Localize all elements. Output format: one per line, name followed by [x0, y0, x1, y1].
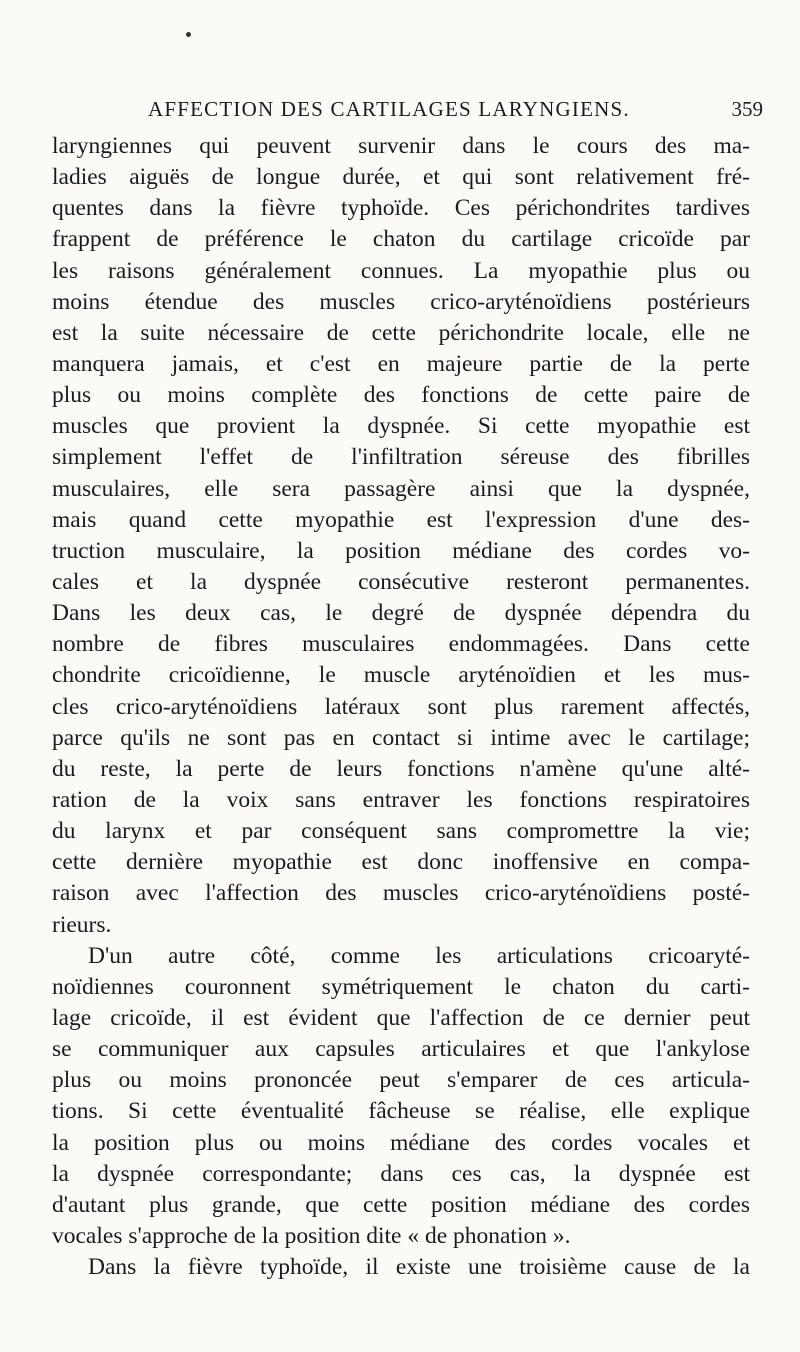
- text-line: plus ou moins complète des fonctions de cette paire de: [52, 382, 750, 409]
- text-line: musculaires, elle sera passagère ainsi que la dyspnée,: [52, 475, 750, 502]
- text-line: D'un autre côté, comme les articulations cricoaryté-: [88, 942, 750, 969]
- text-line: muscles que provient la dyspnée. Si cette myopathie est: [52, 413, 750, 440]
- text-line: tions. Si cette éventualité fâcheuse se réalise, elle explique: [52, 1098, 750, 1125]
- text-line: cles crico-aryténoïdiens latéraux sont plus rarement affectés,: [52, 693, 750, 720]
- running-head: [52, 94, 765, 124]
- paragraph: [52, 941, 750, 1252]
- text-line: mais quand cette myopathie est l'expression d'une des-: [52, 506, 750, 533]
- text-line: ration de la voix sans entraver les fonctions respiratoires: [52, 786, 750, 813]
- text-line: quentes dans la fièvre typhoïde. Ces périchondrites tardives: [52, 195, 750, 222]
- paragraph: [52, 131, 750, 941]
- page-number: 359: [731, 97, 763, 121]
- text-line: du reste, la perte de leurs fonctions n'amène qu'une alté-: [52, 755, 750, 782]
- text-line: la position plus ou moins médiane des cordes vocales et: [52, 1129, 750, 1156]
- text-line: se communiquer aux capsules articulaires et que l'ankylose: [52, 1036, 750, 1063]
- text-line: simplement l'effet de l'infiltration séreuse des fibrilles: [52, 444, 750, 471]
- text-line: plus ou moins prononcée peut s'emparer de ces articula-: [52, 1067, 750, 1094]
- text-line: les raisons généralement connues. La myopathie plus ou: [52, 257, 750, 284]
- text-line: noïdiennes couronnent symétriquement le chaton du carti-: [52, 973, 750, 1000]
- running-title: AFFECTION DES CARTILAGES LARYNGIENS.: [148, 97, 630, 121]
- text-line: manquera jamais, et c'est en majeure partie de la perte: [52, 350, 750, 377]
- text-line: Dans la fièvre typhoïde, il existe une troisième cause de la: [88, 1254, 750, 1281]
- text-line: lage cricoïde, il est évident que l'affection de ce dernier peut: [52, 1004, 750, 1031]
- text-line: d'autant plus grande, que cette position médiane des cordes: [52, 1191, 750, 1218]
- text-line: est la suite nécessaire de cette périchondrite locale, elle ne: [52, 319, 750, 346]
- text-line: frappent de préférence le chaton du cartilage cricoïde par: [52, 226, 750, 253]
- paragraph: [52, 1252, 750, 1283]
- text-line: parce qu'ils ne sont pas en contact si intime avec le cartilage;: [52, 724, 750, 751]
- text-line: raison avec l'affection des muscles crico-aryténoïdiens posté-: [52, 880, 750, 907]
- text-line: ladies aiguës de longue durée, et qui sont relativement fré-: [52, 164, 750, 191]
- text-line: vocales s'approche de la position dite « de phonation ».: [52, 1222, 571, 1249]
- text-line: du larynx et par conséquent sans compromettre la vie;: [52, 818, 750, 845]
- text-line: Dans les deux cas, le degré de dyspnée dépendra du: [52, 600, 750, 627]
- text-line: truction musculaire, la position médiane des cordes vo-: [52, 537, 750, 564]
- text-line: cette dernière myopathie est donc inoffensive en compa-: [52, 849, 750, 876]
- text-line: la dyspnée correspondante; dans ces cas, la dyspnée est: [52, 1160, 750, 1187]
- text-line: rieurs.: [52, 911, 112, 938]
- body-text: [52, 131, 750, 1283]
- text-line: moins étendue des muscles crico-aryténoïdiens postérieurs: [52, 288, 750, 315]
- ink-speck: [186, 32, 191, 37]
- text-line: nombre de fibres musculaires endommagées. Dans cette: [52, 631, 750, 658]
- text-line: chondrite cricoïdienne, le muscle aryténoïdien et les mus-: [52, 662, 750, 689]
- text-line: cales et la dyspnée consécutive resteront permanentes.: [52, 568, 750, 595]
- text-line: laryngiennes qui peuvent survenir dans le cours des ma-: [52, 133, 750, 159]
